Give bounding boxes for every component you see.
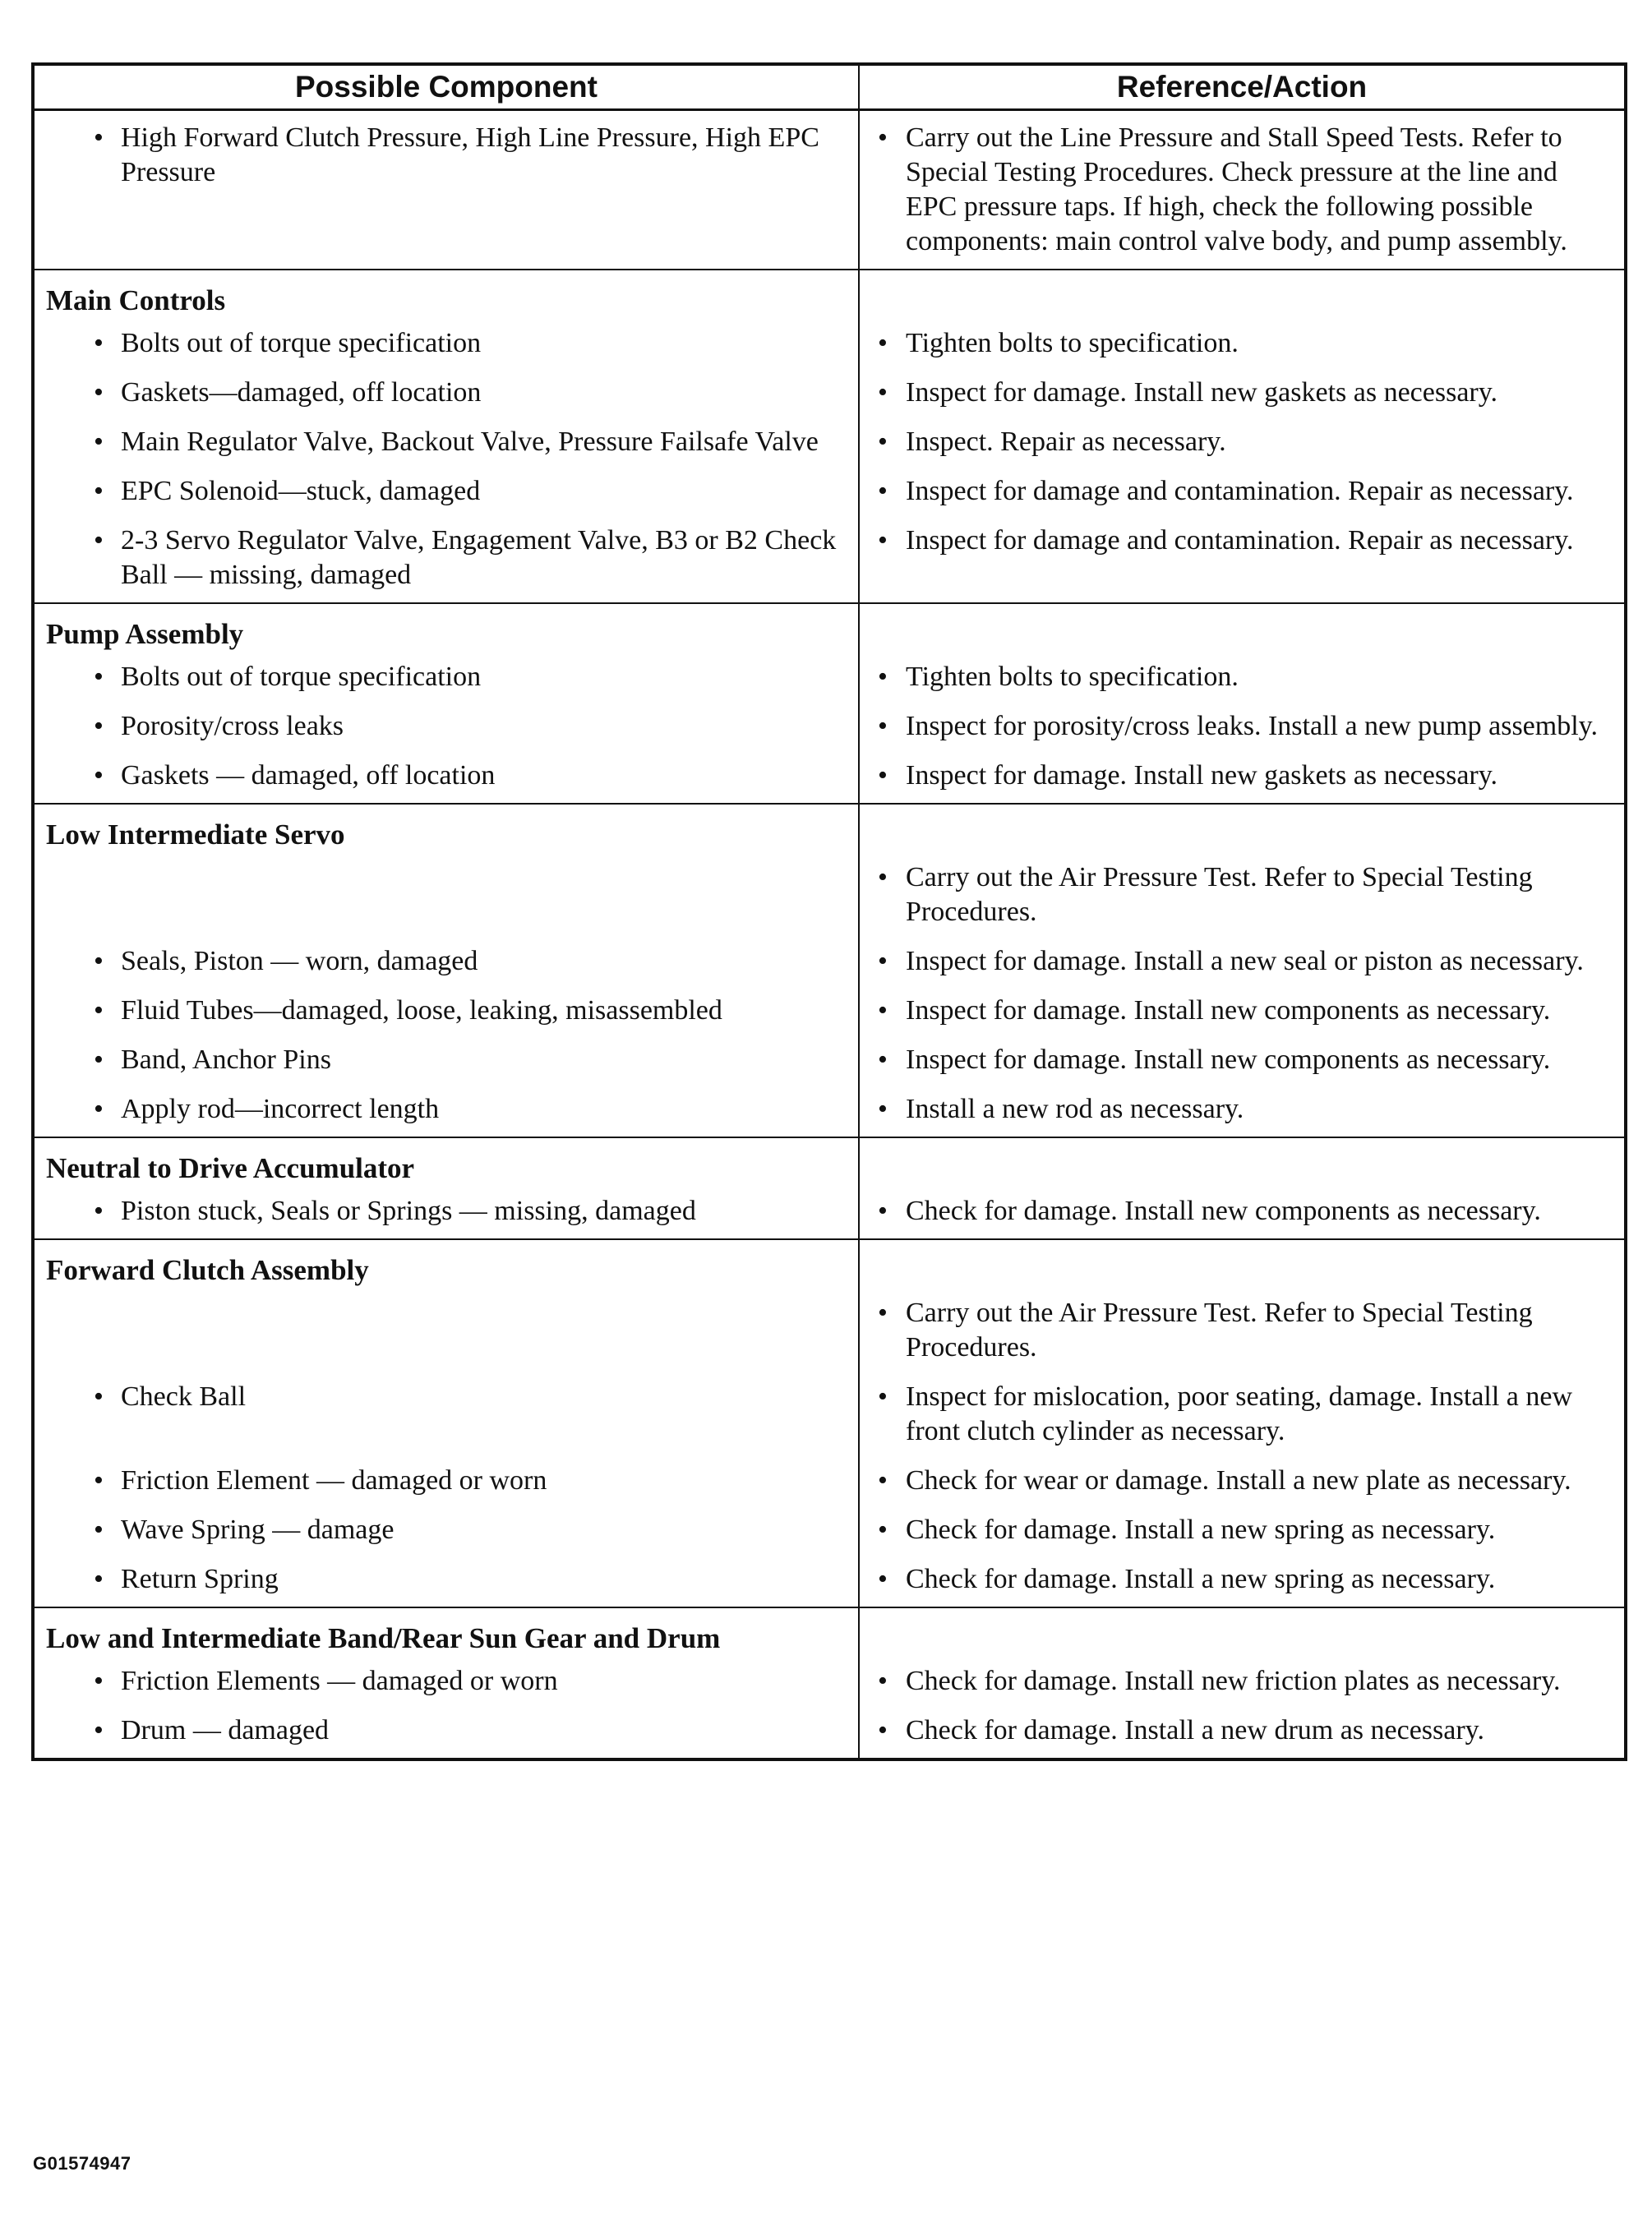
action-list [860,1138,1624,1238]
action-item: • Carry out the Air Pressure Test. Refer to Special Testing Procedures. [860,1296,1609,1365]
component-item: • Porosity/cross leaks [35,709,843,744]
header-row [33,64,1626,110]
component-item: • Bolts out of torque specification [35,660,843,694]
component-list [35,1138,858,1238]
section-title: Forward Clutch Assembly [46,1254,369,1286]
action-item: • Check for damage. Install a new drum as necessary. [860,1713,1609,1748]
component-cell [33,603,859,804]
action-list [860,604,1624,803]
component-list [35,270,858,602]
component-item: • Fluid Tubes—damaged, loose, leaking, misassembled [35,994,843,1028]
component-item: • Wave Spring — damage [35,1513,843,1547]
component-item: • EPC Solenoid—stuck, damaged [35,474,843,509]
section-title-spacer [860,609,1609,660]
table-group-low-intermediate-servo [33,804,1626,1137]
action-item: • Check for wear or damage. Install a new plate as necessary. [860,1464,1609,1498]
figure-id: G01574947 [33,2153,132,2174]
component-cell [33,1137,859,1239]
section-title: Pump Assembly [46,618,244,650]
component-item: • Main Regulator Valve, Backout Valve, Pressure Failsafe Valve [35,425,843,459]
action-cell [859,270,1626,603]
section-title-spacer [860,1245,1609,1296]
action-item: • Inspect. Repair as necessary. [860,425,1609,459]
component-list [35,604,858,803]
component-cell [33,110,859,270]
action-item: • Inspect for damage. Install a new seal or piston as necessary. [860,944,1609,979]
section-title: Low and Intermediate Band/Rear Sun Gear and Drum [46,1622,721,1654]
header-possible-component: Possible Component [33,64,859,110]
component-list [35,1240,858,1607]
action-cell [859,603,1626,804]
action-item: • Check for damage. Install a new spring as necessary. [860,1513,1609,1547]
action-item: • Inspect for damage. Install new gaskets as necessary. [860,376,1609,410]
component-cell [33,804,859,1137]
section-title-spacer [860,1613,1609,1664]
action-list [860,1240,1624,1607]
action-item: • Install a new rod as necessary. [860,1092,1609,1127]
component-item: • Seals, Piston — worn, damaged [35,944,843,979]
component-item: • Gaskets — damaged, off location [35,759,843,793]
component-item: • Gaskets—damaged, off location [35,376,843,410]
diagnostic-table [31,62,1627,1761]
action-item: • Check for damage. Install a new spring as necessary. [860,1562,1609,1597]
action-cell [859,1137,1626,1239]
action-cell [859,110,1626,270]
component-cell [33,270,859,603]
component-list [35,805,858,1137]
action-list [860,805,1624,1137]
component-item: • Return Spring [35,1562,843,1597]
header-reference-action: Reference/Action [859,64,1626,110]
action-item: • Inspect for damage. Install new components as necessary. [860,994,1609,1028]
component-item: • High Forward Clutch Pressure, High Line Pressure, High EPC Pressure [35,121,843,259]
component-item: • Piston stuck, Seals or Springs — missing, damaged [35,1194,843,1229]
table-body [33,110,1626,1760]
section-title: Main Controls [46,284,226,316]
component-item: • Bolts out of torque specification [35,326,843,361]
action-item: • Carry out the Air Pressure Test. Refer to Special Testing Procedures. [860,860,1609,929]
action-list [860,270,1624,602]
action-item: • Tighten bolts to specification. [860,326,1609,361]
section-title-spacer [860,1143,1609,1194]
action-list [860,1608,1624,1758]
component-cell [33,1607,859,1759]
table-group-forward-clutch-assembly [33,1239,1626,1607]
action-item: • Carry out the Line Pressure and Stall Speed Tests. Refer to Special Testing Procedures. Check pressure at the line and EPC pressure taps. If high, check the following possible components: main control valve body, and pump assembly. [860,121,1609,259]
component-item: • 2-3 Servo Regulator Valve, Engagement Valve, B3 or B2 Check Ball — missing, damaged [35,523,843,593]
component-item: • Band, Anchor Pins [35,1043,843,1077]
component-list [35,111,858,269]
action-item: • Inspect for porosity/cross leaks. Install a new pump assembly. [860,709,1609,744]
section-title: Neutral to Drive Accumulator [46,1152,415,1184]
component-item: • Check Ball [35,1380,843,1449]
action-item: • Inspect for damage and contamination. Repair as necessary. [860,474,1609,509]
action-item: • Inspect for damage. Install new components as necessary. [860,1043,1609,1077]
action-cell [859,1607,1626,1759]
component-item: • Friction Element — damaged or worn [35,1464,843,1498]
action-item: • Inspect for damage and contamination. Repair as necessary. [860,523,1609,593]
action-item: • Check for damage. Install new friction plates as necessary. [860,1664,1609,1699]
table-group-pump-assembly [33,603,1626,804]
section-title-spacer [860,809,1609,860]
action-list [860,111,1624,269]
action-cell [859,1239,1626,1607]
action-item: • Tighten bolts to specification. [860,660,1609,694]
table-group-intro [33,110,1626,270]
section-title: Low Intermediate Servo [46,818,345,851]
table-group-neutral-to-drive-accumulator [33,1137,1626,1239]
component-item: • Friction Elements — damaged or worn [35,1664,843,1699]
component-cell [33,1239,859,1607]
action-item: • Inspect for damage. Install new gaskets as necessary. [860,759,1609,793]
action-item: • Inspect for mislocation, poor seating, damage. Install a new front clutch cylinder as necessary. [860,1380,1609,1449]
table-group-main-controls [33,270,1626,603]
section-title-spacer [860,275,1609,326]
component-list [35,1608,858,1758]
action-cell [859,804,1626,1137]
table-group-low-and-intermediate-band-rear-sun-gear-and-drum [33,1607,1626,1759]
component-item: • Apply rod—incorrect length [35,1092,843,1127]
action-item: • Check for damage. Install new components as necessary. [860,1194,1609,1229]
component-item: • Drum — damaged [35,1713,843,1748]
table-header [33,64,1626,110]
